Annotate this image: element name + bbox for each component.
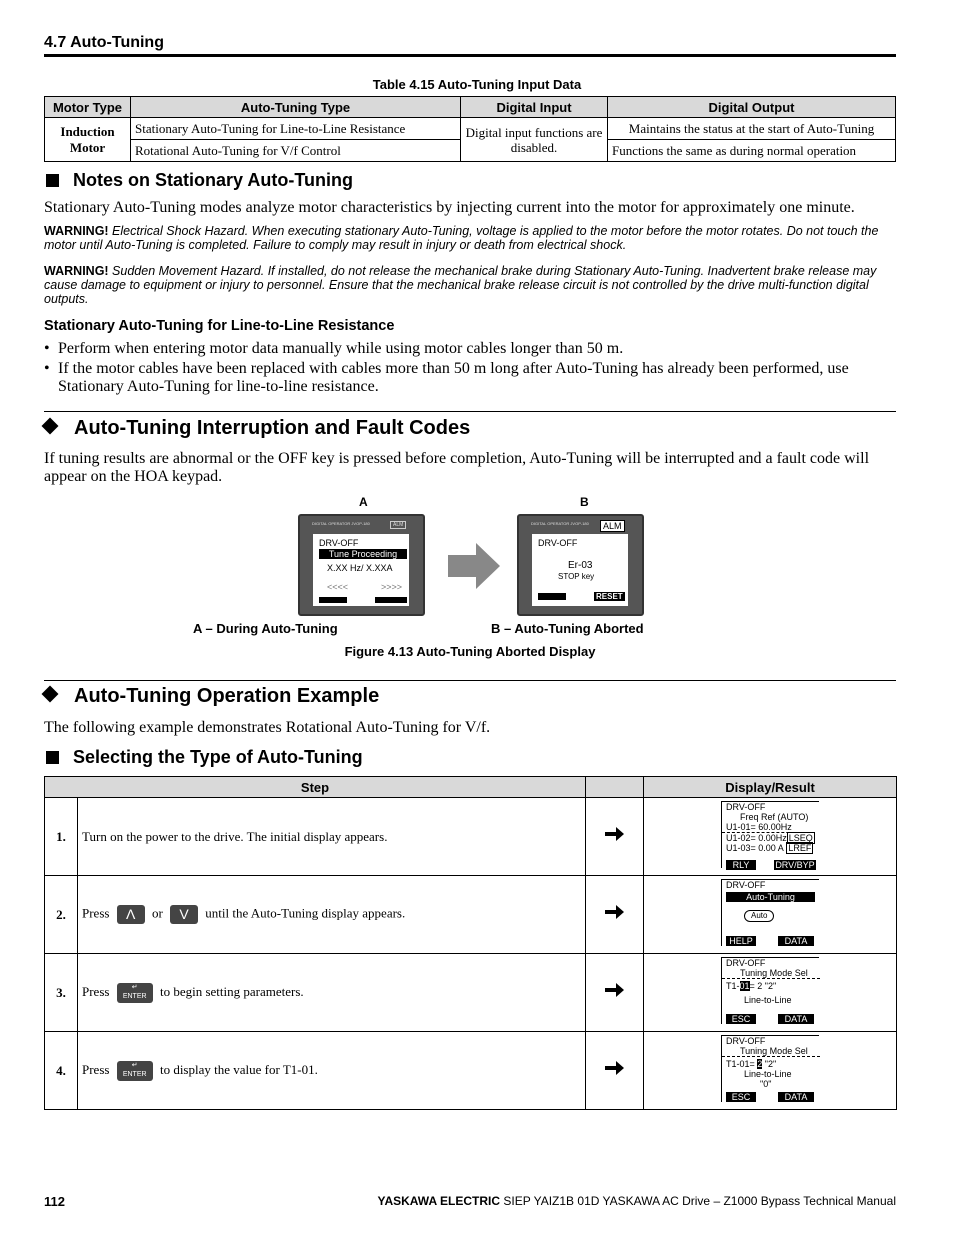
operation-heading: Auto-Tuning Operation Example bbox=[40, 685, 379, 708]
table-row: 1. Turn on the power to the drive. The initial display appears. DRV-OFF Freq Ref (AUTO) U1-01= 60.00Hz U1-02= 0.00Hz LSEQ U1-03= 0.00 A LREF RLY DRV/BYP bbox=[45, 798, 897, 876]
notes-heading: Notes on Stationary Auto-Tuning bbox=[46, 170, 353, 191]
table-cell: Rotational Auto-Tuning for V/f Control bbox=[131, 140, 461, 162]
subheading: Stationary Auto-Tuning for Line-to-Line Resistance bbox=[44, 318, 395, 334]
caption-a: A – During Auto-Tuning bbox=[193, 621, 338, 636]
enter-key-icon: ↵ ENTER bbox=[117, 983, 153, 1003]
table-header: Digital Output bbox=[608, 97, 896, 118]
table-header: Auto-Tuning Type bbox=[131, 97, 461, 118]
diamond-bullet-icon bbox=[42, 686, 59, 703]
lcd-display: DRV-OFF Auto-Tuning Auto HELP DATA bbox=[721, 879, 819, 946]
table-cell: Stationary Auto-Tuning for Line-to-Line Resistance bbox=[131, 118, 461, 140]
enter-key-icon: ↵ ENTER bbox=[117, 1061, 153, 1081]
bullet-item: • If the motor cables have been replaced with cables more than 50 m long after Auto-Tuning has already been performed, use Stationary Auto-Tuning for line-to-line resistance. bbox=[44, 360, 849, 395]
alarm-indicator: ALM bbox=[600, 520, 625, 532]
lcd-display: DRV-OFF Freq Ref (AUTO) U1-01= 60.00Hz U1-02= 0.00Hz LSEQ U1-03= 0.00 A LREF RLY DRV/BYP bbox=[721, 801, 819, 868]
down-arrow-key-icon: V bbox=[170, 905, 198, 924]
table-caption: Table 4.15 Auto-Tuning Input Data bbox=[372, 77, 582, 92]
figure-label-a: A bbox=[359, 495, 368, 509]
interruption-heading: Auto-Tuning Interruption and Fault Codes bbox=[40, 417, 470, 440]
notes-intro: Stationary Auto-Tuning modes analyze motor characteristics by injecting current into the motor for approximately one minute. bbox=[44, 199, 855, 216]
section-rule bbox=[44, 411, 896, 412]
arrow-right-icon bbox=[448, 543, 500, 589]
square-bullet-icon bbox=[46, 174, 59, 187]
table-row: 2. Press Λ or V until the Auto-Tuning display appears. DRV-OFF Auto-Tuning Auto HELP DATA bbox=[45, 876, 897, 954]
input-data-table bbox=[44, 96, 896, 162]
arrow-right-icon bbox=[586, 798, 644, 876]
table-header: Display/Result bbox=[644, 777, 897, 798]
operator-lcd-a: DIGITAL OPERATOR JVOP-180 ALM DRV-OFF Tune Proceeding X.XX Hz/ X.XXA <<<< >>>> bbox=[298, 514, 425, 616]
table-cell: Functions the same as during normal operation bbox=[608, 140, 896, 162]
lcd-display: DRV-OFF Tuning Mode Sel T1-01= 2 "2" Line-to-Line "0" ESC DATA bbox=[721, 1035, 819, 1102]
square-bullet-icon bbox=[46, 751, 59, 764]
lcd-display: DRV-OFF Tuning Mode Sel T1-01= 2 "2" Line-to-Line ESC DATA bbox=[721, 957, 819, 1024]
footer-doc: YASKAWA ELECTRIC SIEP YAIZ1B 01D YASKAWA AC Drive – Z1000 Bypass Technical Manual bbox=[377, 1194, 896, 1208]
table-header: Digital Input bbox=[461, 97, 608, 118]
operator-lcd-b: DIGITAL OPERATOR JVOP-180 ALM DRV-OFF Er-03 STOP key RESET bbox=[517, 514, 644, 616]
table-cell: Digital input functions are disabled. bbox=[461, 118, 608, 162]
lcd-screen: DRV-OFF Tune Proceeding X.XX Hz/ X.XXA <<<< >>>> bbox=[313, 534, 409, 606]
table-row: 3. Press ↵ ENTER to begin setting parameters. DRV-OFF Tuning Mode Sel T1-01= 2 "2" Line-to-Line ESC DATA bbox=[45, 954, 897, 1032]
table-row: 4. Press ↵ ENTER to display the value for T1-01. DRV-OFF Tuning Mode Sel T1-01= 2 "2" Line-to-Line "0" ESC DATA bbox=[45, 1032, 897, 1110]
lcd-screen: DRV-OFF Er-03 STOP key RESET bbox=[532, 534, 628, 606]
steps-table bbox=[44, 776, 897, 1110]
diamond-bullet-icon bbox=[42, 418, 59, 435]
warning-movement: WARNING! Sudden Movement Hazard. If installed, do not release the mechanical brake during Stationary Auto-Tuning. Inadvertent brake release may cause damage to equipment or injury to personnel. Ensure that the mechanical brake release circuit is not controlled by the drive multi-function digital outputs. bbox=[44, 264, 877, 306]
table-header: Motor Type bbox=[45, 97, 131, 118]
figure-caption: Figure 4.13 Auto-Tuning Aborted Display bbox=[344, 644, 596, 659]
motor-type-cell: Induction Motor bbox=[45, 118, 131, 162]
interruption-text: If tuning results are abnormal or the OFF key is pressed before completion, Auto-Tuning will be interrupted and a fault code will appear on the HOA keypad. bbox=[44, 450, 870, 485]
page-number: 112 bbox=[44, 1194, 65, 1209]
operation-text: The following example demonstrates Rotational Auto-Tuning for V/f. bbox=[44, 719, 491, 736]
wrench-icon: Auto bbox=[744, 910, 774, 922]
up-arrow-key-icon: Λ bbox=[117, 905, 145, 924]
section-rule bbox=[44, 680, 896, 681]
arrow-right-icon bbox=[586, 876, 644, 954]
table-header: Step bbox=[45, 777, 586, 798]
section-header: 4.7 Auto-Tuning bbox=[44, 34, 164, 51]
warning-shock: WARNING! Electrical Shock Hazard. When executing stationary Auto-Tuning, voltage is applied to the motor before the motor rotates. Do not touch the motor until Auto-Tuning is completed. Failure to comply may result in injury or death from electrical shock. bbox=[44, 224, 879, 252]
header-rule bbox=[44, 54, 896, 57]
figure-label-b: B bbox=[580, 495, 589, 509]
selecting-heading: Selecting the Type of Auto-Tuning bbox=[46, 747, 363, 768]
arrow-right-icon bbox=[586, 1032, 644, 1110]
table-cell: Maintains the status at the start of Auto-Tuning bbox=[608, 118, 896, 140]
caption-b: B – Auto-Tuning Aborted bbox=[491, 621, 644, 636]
arrow-right-icon bbox=[586, 954, 644, 1032]
bullet-item: • Perform when entering motor data manually while using motor cables longer than 50 m. bbox=[44, 340, 624, 357]
